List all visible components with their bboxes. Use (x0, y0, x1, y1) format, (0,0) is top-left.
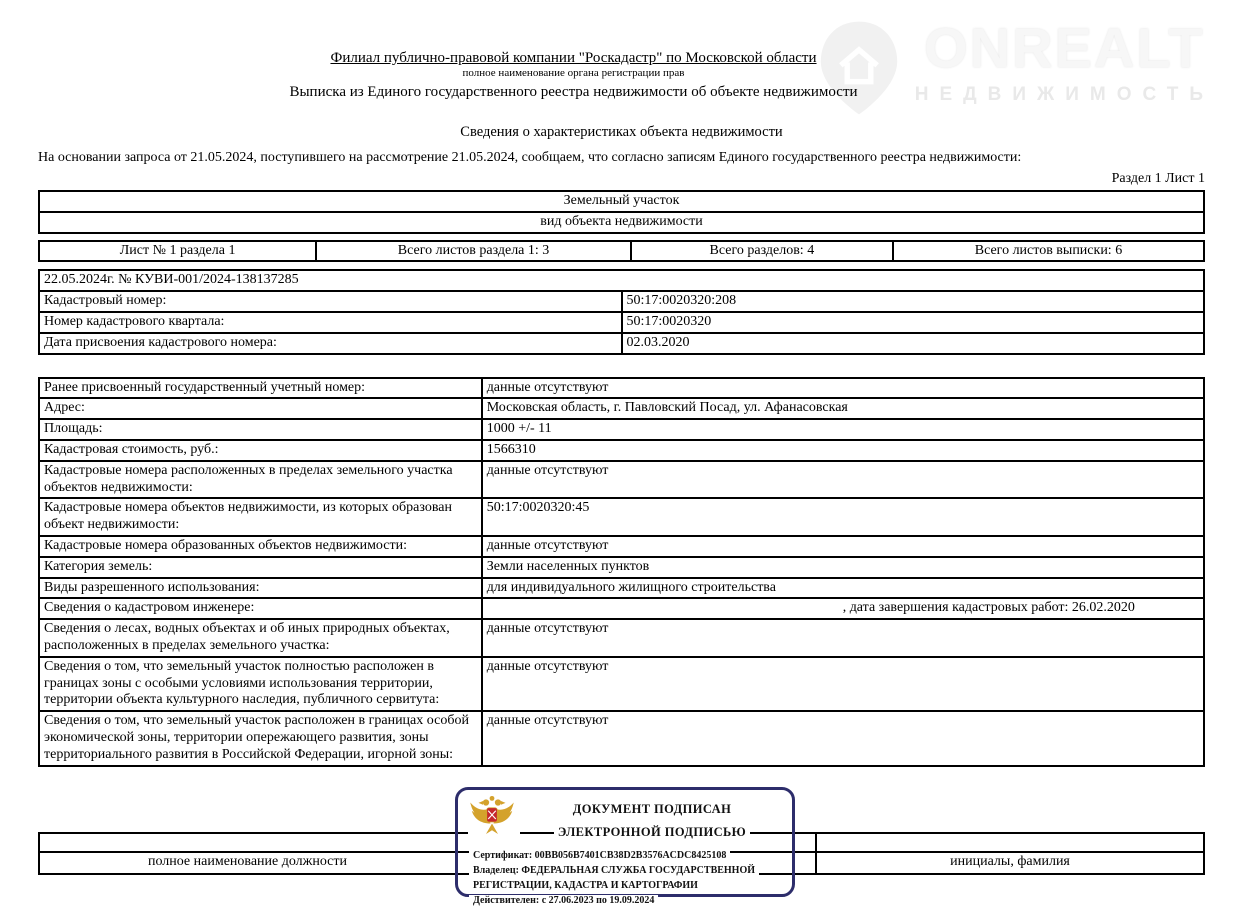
org-name-caption: полное наименование органа регистрации прав (462, 67, 685, 79)
table-row (39, 578, 1204, 599)
signature-space-left (39, 833, 456, 852)
signature-section (38, 801, 1205, 906)
row-value: данные отсутствуют (482, 461, 1204, 499)
signature-space-right (816, 833, 1204, 852)
row-value: Земли населенных пунктов (482, 557, 1204, 578)
row-label: Кадастровые номера объектов недвижимости, из которых образован объект недвижимости: (39, 498, 482, 536)
request-number: 22.05.2024г. № КУВИ-001/2024-138137285 (39, 270, 1204, 291)
table-row (39, 398, 1204, 419)
row-label: Виды разрешенного использования: (39, 578, 482, 599)
esignature-stamp (455, 787, 795, 906)
row-value: данные отсутствуют (482, 619, 1204, 657)
object-type-value: Земельный участок (39, 191, 1204, 212)
row-label: Ранее присвоенный государственный учетный номер: (39, 378, 482, 399)
stamp-owner-line2: РЕГИСТРАЦИИ, КАДАСТРА И КАРТОГРАФИИ (469, 880, 702, 891)
object-type-caption: вид объекта недвижимости (39, 212, 1204, 233)
row-value: данные отсутствуют (482, 711, 1204, 765)
initials-caption: инициалы, фамилия (816, 852, 1204, 874)
row-label: Площадь: (39, 419, 482, 440)
request-basis-line: На основании запроса от 21.05.2024, поступившего на рассмотрение 21.05.2024, сообщаем, что согласно записям Единого государственного реестра недвижимости: (38, 150, 1022, 165)
stamp-title-line1: ДОКУМЕНТ ПОДПИСАН (569, 802, 735, 816)
row-value: 1000 +/- 11 (482, 419, 1204, 440)
table-row (39, 270, 1204, 291)
row-label: Категория земель: (39, 557, 482, 578)
row-value: для индивидуального жилищного строительства (482, 578, 1204, 599)
row-value-redacted: , дата завершения кадастровых работ: 26.02.2020 (482, 598, 1204, 619)
stamp-title-line2: ЭЛЕКТРОННОЙ ПОДПИСЬЮ (554, 825, 750, 839)
row-label: Адрес: (39, 398, 482, 419)
stamp-certificate: Сертификат: 00BB056B7401CB38D2B3576ACDC8425108 (469, 850, 730, 861)
table-row (39, 212, 1204, 233)
table-row (39, 440, 1204, 461)
stamp-owner-line1: Владелец: ФЕДЕРАЛЬНАЯ СЛУЖБА ГОСУДАРСТВЕННОЙ (469, 865, 759, 876)
row-value: 02.03.2020 (622, 333, 1205, 354)
table-row (39, 191, 1204, 212)
section-sheet-label: Раздел 1 Лист 1 (1111, 171, 1205, 186)
table-row (39, 711, 1204, 765)
row-label: Дата присвоения кадастрового номера: (39, 333, 622, 354)
table-row (39, 461, 1204, 499)
row-value: данные отсутствуют (482, 657, 1204, 711)
row-value: 50:17:0020320 (622, 312, 1205, 333)
row-label: Кадастровая стоимость, руб.: (39, 440, 482, 461)
table-row (39, 241, 1204, 262)
row-label: Кадастровый номер: (39, 291, 622, 312)
object-type-table (38, 190, 1205, 234)
extract-sheets-total-cell: Всего листов выписки: 6 (893, 241, 1204, 262)
watermark-subtitle: НЕДВИЖИМОСТЬ (914, 84, 1214, 105)
table-row (39, 657, 1204, 711)
table-row (39, 419, 1204, 440)
row-value: Московская область, г. Павловский Посад, ул. Афанасовская (482, 398, 1204, 419)
document-title: Выписка из Единого государственного реестра недвижимости об объекте недвижимости (289, 84, 858, 100)
table-row (39, 557, 1204, 578)
row-value: 50:17:0020320:45 (482, 498, 1204, 536)
sheet-number-cell: Лист № 1 раздела 1 (39, 241, 316, 262)
object-details-table (38, 377, 1205, 767)
sheets-count-table (38, 240, 1205, 263)
row-value: 1566310 (482, 440, 1204, 461)
table-row (39, 291, 1204, 312)
table-row (39, 498, 1204, 536)
row-value: 50:17:0020320:208 (622, 291, 1205, 312)
row-value: данные отсутствуют (482, 378, 1204, 399)
position-caption: полное наименование должности (39, 852, 456, 874)
row-label: Сведения о том, что земельный участок полностью расположен в границах зоны с особыми условиями использования территории, территории объекта культурного наследия, публичного сервитута: (39, 657, 482, 711)
row-label: Сведения о кадастровом инженере: (39, 598, 482, 619)
table-row (39, 619, 1204, 657)
section-sheets-total-cell: Всего листов раздела 1: 3 (316, 241, 631, 262)
table-row (39, 312, 1204, 333)
table-row (39, 598, 1204, 619)
watermark-brand: ONREALT (924, 16, 1205, 79)
org-name: Филиал публично-правовой компании "Роскадастр" по Московской области (330, 50, 817, 66)
table-row (39, 536, 1204, 557)
stamp-validity: Действителен: с 27.06.2023 по 19.09.2024 (469, 895, 658, 906)
row-label: Номер кадастрового квартала: (39, 312, 622, 333)
row-label: Сведения о лесах, водных объектах и об иных природных объектах, расположенных в пределах земельного участка: (39, 619, 482, 657)
sections-total-cell: Всего разделов: 4 (631, 241, 893, 262)
table-row (39, 333, 1204, 354)
document-header (38, 50, 1205, 101)
row-label: Сведения о том, что земельный участок расположен в границах особой экономической зоны, территории опережающего развития, зоны территориального развития в Российской Федерации, игорной зоны: (39, 711, 482, 765)
cadastral-id-table (38, 269, 1205, 354)
russia-coat-of-arms-icon (468, 795, 516, 840)
row-label: Кадастровые номера расположенных в пределах земельного участка объектов недвижимости: (39, 461, 482, 499)
table-row (39, 378, 1204, 399)
row-value: данные отсутствуют (482, 536, 1204, 557)
section-title: Сведения о характеристиках объекта недвижимости (460, 124, 783, 140)
row-label: Кадастровые номера образованных объектов недвижимости: (39, 536, 482, 557)
